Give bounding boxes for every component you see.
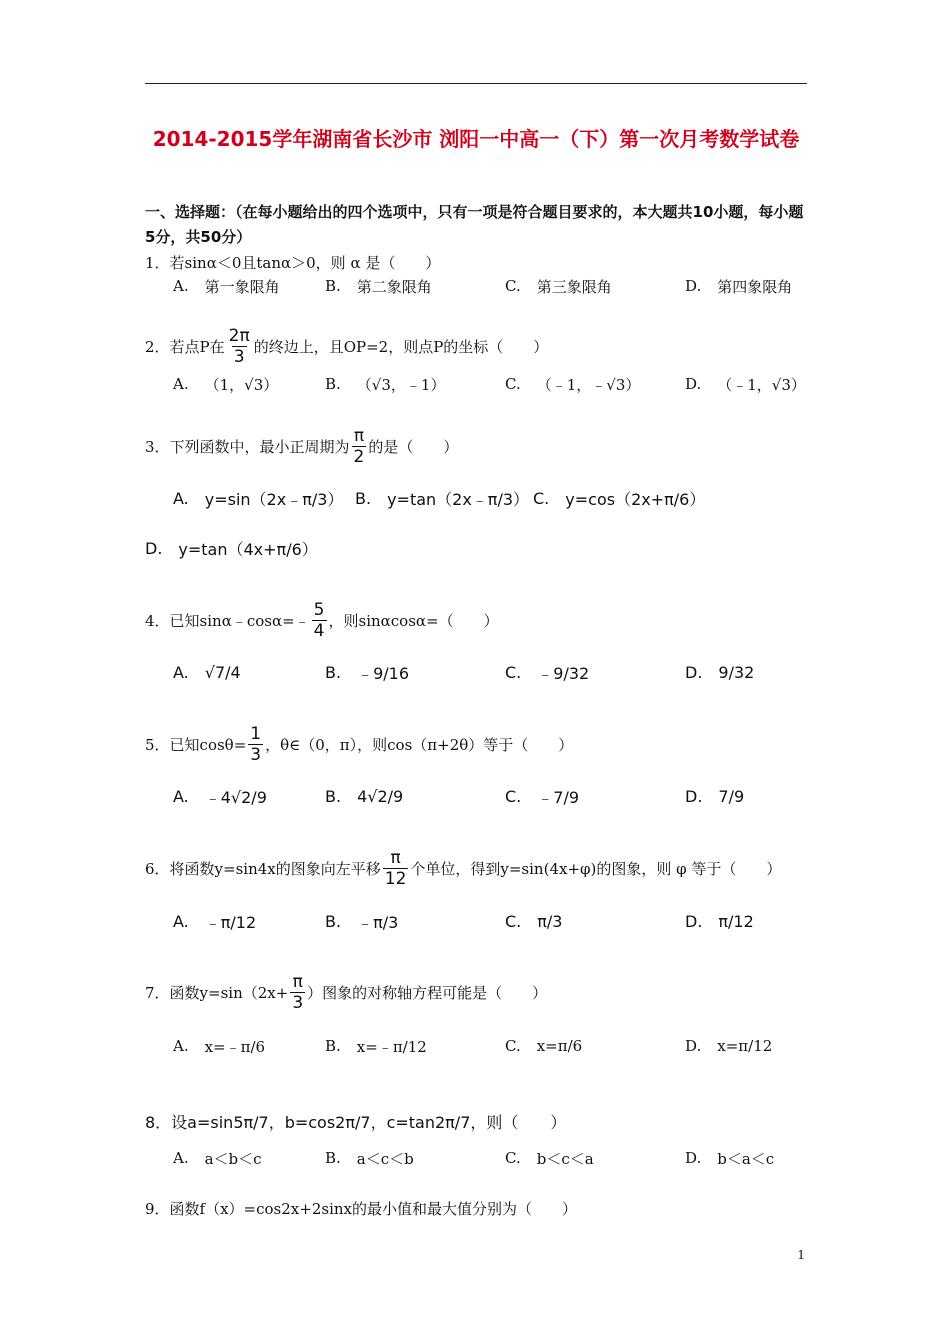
q4-option-d: D. 9/32 [685, 662, 755, 682]
page-title: 2014-2015学年湖南省长沙市 浏阳一中高一（下）第一次月考数学试卷 [152, 127, 800, 151]
fraction: $\frac{2\pi}{3}$ [228, 326, 250, 367]
q2-option-b: B. （√3，﹣1） [325, 375, 446, 394]
question-2-options [173, 358, 813, 410]
q7-option-b: B. x=﹣π/12 [325, 1037, 427, 1056]
q3-option-c: C. y=cos（2x+π/6） [533, 488, 706, 509]
q3-option-d: D. y=tan（4x+π/6） [145, 538, 318, 559]
q1-option-d: D. 第四象限角 [685, 277, 793, 296]
q5-option-c: C. ﹣7/9 [505, 786, 580, 807]
q6-option-d: D. π/12 [685, 911, 754, 931]
section-heading: 一、选择题：（在每小题给出的四个选项中，只有一项是符合题目要求的，本大题共10小题，每小题5分，共50分） [145, 203, 804, 246]
q8-option-c: C. b＜c＜a [505, 1149, 594, 1168]
q2-option-c: C. （﹣1，﹣√3） [505, 375, 641, 394]
page-number: 1 [797, 1248, 805, 1262]
fraction: $\frac{\pi}{2}$ [353, 426, 365, 467]
question-1-stem: 1．若sinα＜0且tanα＞0，则 α 是（ ） [145, 254, 441, 272]
q3-option-a: A. y=sin（2x﹣π/3） [173, 488, 344, 509]
q2-option-d: D. （﹣1，√3） [685, 375, 806, 394]
fraction: $\frac{\pi}{3}$ [292, 972, 304, 1013]
question-7-options [173, 1020, 813, 1072]
q6-option-b: B. ﹣π/3 [325, 911, 399, 932]
q7-option-d: D. x=π/12 [685, 1037, 773, 1055]
question-4-stem: 4．已知sinα﹣cosα=﹣ $\frac{5}{4}$ ，则sinαcosα=（ ） [145, 600, 499, 641]
q4-option-a: A. √7/4 [173, 662, 241, 682]
q3-option-b: B. y=tan（2x﹣π/3） [355, 488, 530, 509]
question-8-stem: 8．设a=sin5π/7，b=cos2π/7，c=tan2π/7，则（ ） [145, 1113, 567, 1132]
question-1-options [173, 260, 813, 312]
question-8-options [173, 1132, 813, 1184]
q8-option-d: D. b＜a＜c [685, 1149, 775, 1168]
q7-option-a: A. x=﹣π/6 [173, 1037, 266, 1056]
header-rule [145, 83, 807, 84]
q4-option-c: C. ﹣9/32 [505, 662, 590, 683]
question-6-options [173, 895, 813, 947]
q5-option-b: B. 4√2/9 [325, 786, 404, 806]
q8-option-a: A. a＜b＜c [173, 1149, 262, 1168]
question-7-stem: 7．函数y=sin（2x+ $\frac{\pi}{3}$ ）图象的对称轴方程可能是（ ） [145, 972, 548, 1013]
fraction: $\frac{5}{4}$ [313, 600, 325, 641]
fraction: $\frac{\pi}{12}$ [384, 848, 407, 889]
question-5-options [173, 770, 813, 822]
fraction: $\frac{1}{3}$ [250, 724, 262, 765]
q1-option-c: C. 第三象限角 [505, 277, 612, 296]
q4-option-b: B. ﹣9/16 [325, 662, 409, 683]
question-5-stem: 5．已知cosθ= $\frac{1}{3}$ ，θ∈（0，π），则cos（π+2θ）等于（ ） [145, 724, 574, 765]
question-2-stem: 2．若点P在 $\frac{2\pi}{3}$ 的终边上，且OP=2，则点P的坐标（ ） [145, 326, 549, 367]
q5-option-d: D. 7/9 [685, 786, 745, 806]
q7-option-c: C. x=π/6 [505, 1037, 583, 1055]
question-6-stem: 6．将函数y=sin4x的图象向左平移 $\frac{\pi}{12}$ 个单位，得到y=sin(4x+φ)的图象，则 φ 等于（ ） [145, 848, 782, 889]
q1-option-b: B. 第二象限角 [325, 277, 432, 296]
q6-option-c: C. π/3 [505, 911, 563, 931]
q5-option-a: A. ﹣4√2/9 [173, 786, 267, 807]
question-4-options [173, 646, 813, 698]
question-9-stem: 9．函数f（x）=cos2x+2sinx的最小值和最大值分别为（ ） [145, 1200, 577, 1218]
q2-option-a: A. （1，√3） [173, 375, 279, 394]
q8-option-b: B. a＜c＜b [325, 1149, 414, 1168]
q1-option-a: A. 第一象限角 [173, 277, 280, 296]
question-3-stem: 3．下列函数中，最小正周期为 $\frac{\pi}{2}$ 的是（ ） [145, 426, 459, 467]
q6-option-a: A. ﹣π/12 [173, 911, 257, 932]
question-3-options [145, 472, 813, 572]
